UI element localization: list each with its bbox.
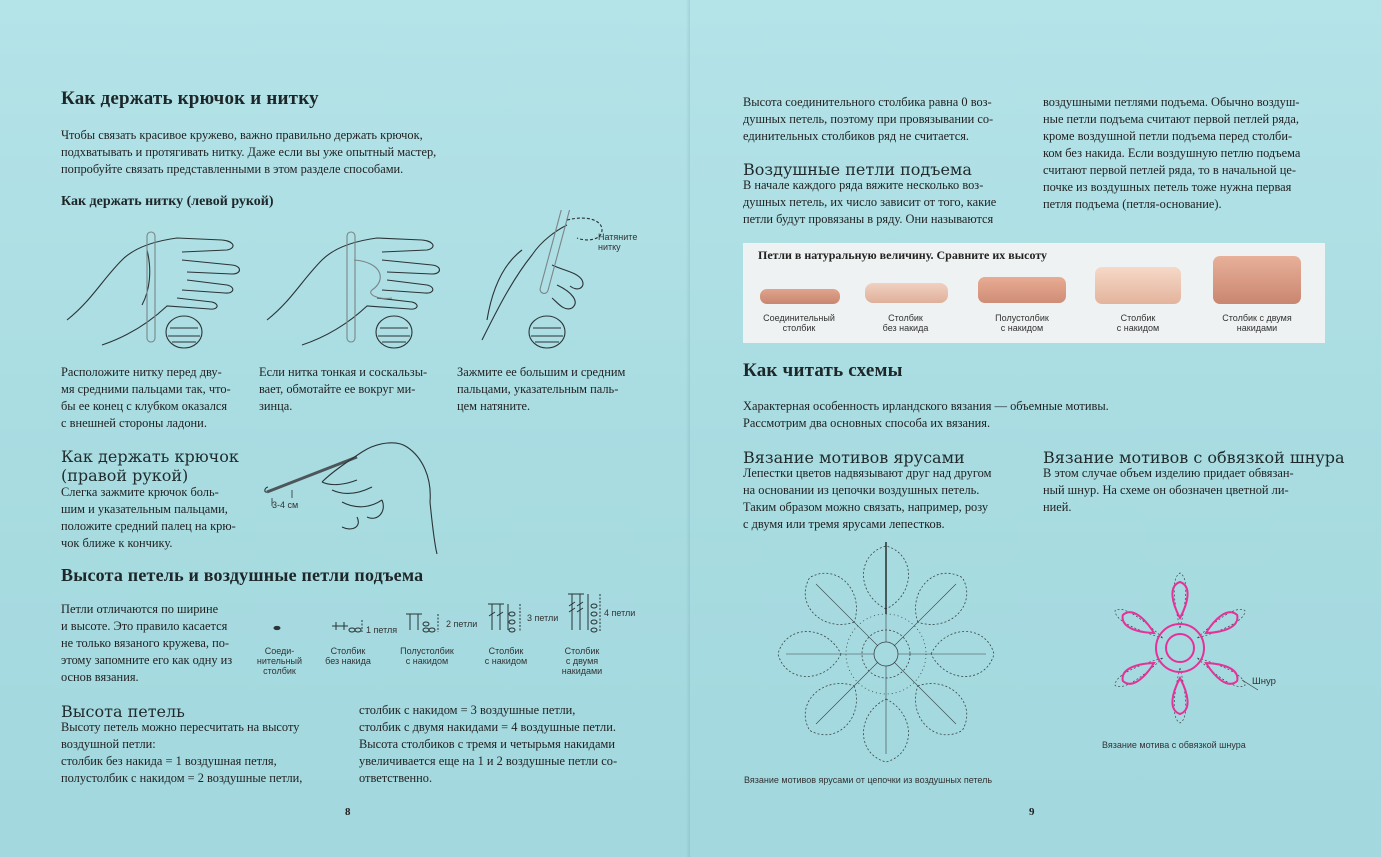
caption-line: с накидом	[1000, 323, 1044, 333]
caption-line: Столбик	[564, 646, 600, 656]
stitch-count-2: 2 петли	[446, 619, 478, 629]
text-line: пальцами, указательным паль-	[457, 382, 619, 396]
text-line: чок ближе к кончику.	[61, 536, 173, 550]
caption-line: Столбик	[888, 313, 923, 323]
caption-line: Соединительный	[763, 313, 835, 323]
text-line: Таким образом можно связать, например, розу	[743, 500, 989, 514]
photo-caption-hdc	[978, 313, 1066, 333]
intro-line: Чтобы связать красивое кружево, важно правильно держать крючок,	[61, 128, 423, 142]
text-line: В начале каждого ряда вяжите несколько воз-	[743, 178, 984, 192]
thread-holding-illustrations	[62, 210, 652, 360]
step-2-text	[259, 364, 449, 415]
text-line: увеличивается еще на 1 и 2 воздушные петли со-	[359, 754, 618, 768]
stitch-symbols	[258, 592, 643, 642]
text-line: этому запомните его как одну из	[61, 653, 233, 667]
text-line: петля подъема (петля-основание).	[1043, 197, 1222, 211]
page-number: 9	[1029, 806, 1035, 818]
caption-line: без накида	[325, 656, 371, 666]
text-line: почке из воздушных петель тоже нужна первая	[1043, 180, 1292, 194]
left-page	[0, 0, 690, 857]
lift-text	[743, 177, 1033, 228]
reading-charts-intro	[743, 398, 1333, 432]
caption-line: накидами	[1236, 323, 1278, 333]
caption-line: Полустолбик	[995, 313, 1049, 323]
loop-height-heading: Высота петель	[61, 702, 185, 721]
text-line: ные петли подъема считают первой петлей ряда,	[1043, 112, 1299, 126]
text-line: Высота столбиков с тремя и четырьмя накидами	[359, 737, 615, 751]
caption-line: столбик	[263, 666, 296, 676]
text-line: Слегка зажмите крючок боль-	[61, 485, 219, 499]
caption-line: Соеди-	[264, 646, 295, 656]
caption-line: без накида	[882, 323, 929, 333]
stitch-name-hdc	[394, 646, 460, 666]
stitch-height-text	[61, 601, 251, 686]
text-line: душных петель, их число зависит от того, какие	[743, 195, 997, 209]
text-line: вает, обмотайте ее вокруг ми-	[259, 382, 416, 396]
text-line: Зажмите ее большим и средним	[457, 365, 626, 379]
caption-line: Столбик	[330, 646, 366, 656]
photo-caption-dc	[1095, 313, 1181, 333]
cord-motif-chart	[1095, 568, 1265, 728]
stitch-name-sc	[318, 646, 378, 666]
stitch-name-dc	[476, 646, 536, 666]
swatch-treble-crochet	[1213, 256, 1301, 304]
text-line: нией.	[1043, 500, 1072, 514]
caption-line: Столбик	[1120, 313, 1156, 323]
step-1-text	[61, 364, 251, 432]
hook-text	[61, 484, 256, 552]
tier-heading: Вязание мотивов ярусами	[743, 448, 965, 467]
caption-line: с накидом	[405, 656, 449, 666]
text-line: на основании из цепочки воздушных петель.	[743, 483, 980, 497]
text-line: столбик без накида = 1 воздушная петля,	[61, 754, 277, 768]
hook-holding-illustration	[262, 432, 442, 557]
text-line: положите средний палец на крю-	[61, 519, 236, 533]
text-line: Лепестки цветов надвязывают друг над другом	[743, 466, 992, 480]
text-line: столбик с накидом = 3 воздушные петли,	[359, 703, 576, 717]
text-line: единительных столбиков ряд не считается.	[743, 129, 970, 143]
text-line: столбик с двумя накидами = 4 воздушные петли.	[359, 720, 616, 734]
text-line: не только вязаного кружева, по-	[61, 636, 230, 650]
text-line: и высоте. Это правило касается	[61, 619, 228, 633]
caption-line: с накидом	[484, 656, 528, 666]
text-line: шим и указательным пальцами,	[61, 502, 228, 516]
text-line: цем натяните.	[457, 399, 531, 413]
text-line: ком без накида. Если воздушную петлю подъема	[1043, 146, 1301, 160]
step-3-text	[457, 364, 647, 415]
section-title: Высота петель и воздушные петли подъема	[61, 565, 424, 585]
tier-chart-caption: Вязание мотивов ярусами от цепочки из воздушных петель	[744, 775, 993, 785]
heading-line: (правой рукой)	[61, 466, 189, 485]
caption-line: нительный	[256, 656, 303, 666]
stitch-name-slip	[252, 646, 307, 676]
stitch-name-tr	[552, 646, 612, 676]
stitch-photo-panel	[743, 243, 1325, 343]
text-line: основ вязания.	[61, 670, 139, 684]
text-line: с внешней стороны ладони.	[61, 416, 207, 430]
text-line: воздушной петли:	[61, 737, 156, 751]
text-line: петли будут провязаны в ряду. Они называются	[743, 212, 994, 226]
text-line: В этом случае объем изделию придает обвязан-	[1043, 466, 1294, 480]
cord-heading: Вязание мотивов с обвязкой шнура	[1043, 448, 1345, 467]
text-line: воздушными петлями подъема. Обычно воздуш-	[1043, 95, 1300, 109]
slip-height-text	[743, 94, 1033, 145]
hook-length-label: 3-4 см	[272, 500, 299, 510]
tension-label: Натяните нитку	[598, 232, 638, 252]
text-line: полустолбик с накидом = 2 воздушные петли,	[61, 771, 303, 785]
caption-line: накидами	[561, 666, 603, 676]
text-line: душных петель, поэтому при провязывании со-	[743, 112, 994, 126]
photo-caption-sc	[863, 313, 948, 333]
photo-panel-title: Петли в натуральную величину. Сравните их высоту	[758, 248, 1048, 262]
text-line: Высота соединительного столбика равна 0 воз-	[743, 95, 992, 109]
reading-charts-title: Как читать схемы	[743, 360, 903, 381]
text-line: Характерная особенность ирландского вязания — объемные мотивы.	[743, 399, 1109, 413]
page-number: 8	[345, 806, 351, 818]
loop-height-left	[61, 719, 351, 787]
caption-line: Столбик с двумя	[1222, 313, 1292, 323]
text-line: Если нитка тонкая и соскальзы-	[259, 365, 428, 379]
tier-text	[743, 465, 1033, 533]
swatch-double-crochet	[1095, 267, 1181, 304]
text-line: кроме воздушной петли подъема перед столби-	[1043, 129, 1293, 143]
text-line: Высоту петель можно пересчитать на высоту	[61, 720, 300, 734]
thread-heading: Как держать нитку (левой рукой)	[61, 194, 274, 209]
page-title: Как держать крючок и нитку	[61, 88, 319, 109]
text-line: считают первой петлей ряда, то в начальной це-	[1043, 163, 1296, 177]
text-line: ный шнур. На схеме он обозначен цветной ли-	[1043, 483, 1289, 497]
tiered-motif-chart	[774, 542, 998, 766]
text-line: бы ее конец с клубком оказался	[61, 399, 228, 413]
photo-caption-tr	[1209, 313, 1305, 333]
caption-line: с накидом	[1116, 323, 1160, 333]
swatch-slip-stitch	[760, 289, 840, 304]
hook-heading	[61, 447, 251, 485]
stitch-count-4: 4 петли	[604, 608, 636, 618]
heading-line: Как держать крючок	[61, 447, 239, 466]
swatch-single-crochet	[865, 283, 948, 303]
text-line: с двумя или тремя ярусами лепестков.	[743, 517, 945, 531]
cord-text	[1043, 465, 1333, 516]
text-line: зинца.	[259, 399, 293, 413]
stitch-count-3: 3 петли	[527, 613, 559, 623]
caption-line: Полустолбик	[400, 646, 454, 656]
photo-caption-slip	[753, 313, 845, 333]
lift-text-continued	[1043, 94, 1333, 213]
caption-line: с двумя	[565, 656, 599, 666]
stitch-count-1: 1 петля	[366, 625, 398, 635]
swatch-half-double	[978, 277, 1066, 303]
caption-line: столбик	[782, 323, 816, 333]
text-line: ответственно.	[359, 771, 433, 785]
cord-chart-caption: Вязание мотива с обвязкой шнура	[1102, 740, 1246, 750]
intro-paragraph	[61, 127, 501, 178]
lift-heading: Воздушные петли подъема	[743, 160, 972, 179]
text-line: Петли отличаются по ширине	[61, 602, 219, 616]
text-line: Рассмотрим два основных способа их вязания.	[743, 416, 991, 430]
text-line: мя средними пальцами так, что-	[61, 382, 231, 396]
intro-line: подхватывать и протягивать нитку. Даже если вы уже опытный мастер,	[61, 145, 437, 159]
caption-line: Столбик	[488, 646, 524, 656]
text-line: Расположите нитку перед дву-	[61, 365, 222, 379]
intro-line: попробуйте связать представленными в этом разделе способами.	[61, 162, 404, 176]
cord-label: Шнур	[1252, 676, 1276, 687]
loop-height-right	[359, 702, 649, 787]
